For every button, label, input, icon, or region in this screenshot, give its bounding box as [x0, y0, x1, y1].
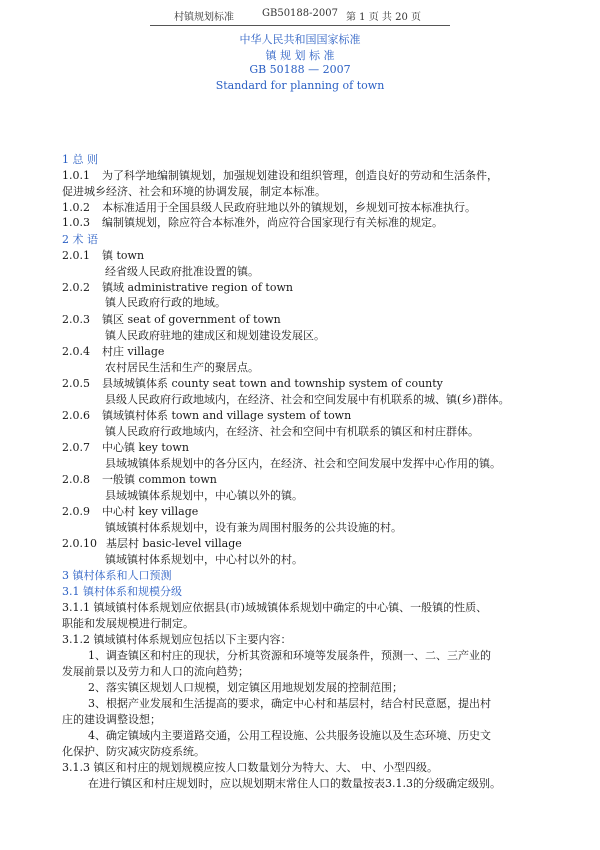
clause-text: 1、调查镇区和村庄的现状，分析其资源和环境等发展条件，预测一、二、三产业的 [88, 649, 491, 662]
clause-text: 镇域 administrative region of town [102, 281, 293, 294]
text-line [105, 457, 501, 471]
clause-number: 2.0.9 [62, 505, 90, 518]
text-line [105, 361, 259, 375]
clause-number: 2.0.2 [62, 281, 90, 294]
text-line [105, 329, 325, 343]
clause-text: 县域城镇体系 county seat town and township system of county [102, 377, 443, 390]
clause-text: 3.1.1 镇域镇村体系规划应依据县(市)域城镇体系规划中确定的中心镇、一般镇的性质、 [62, 601, 488, 614]
text-line [105, 425, 479, 439]
clause-text: 4、确定镇域内主要道路交通，公用工程设施、公共服务设施以及生态环境、历史文 [88, 729, 491, 742]
clause-text: 农村居民生活和生产的聚居点。 [105, 361, 259, 374]
text-line [62, 153, 98, 167]
text-line [62, 281, 293, 295]
clause-number: 1.0.1 [62, 169, 90, 182]
text-line [62, 409, 351, 423]
title-standard-name: 镇 规 划 标 准 [265, 49, 335, 62]
clause-text: 中心村 key village [102, 505, 199, 518]
title-standard-code: GB 50188 — 2007 [249, 63, 351, 76]
text-line [62, 169, 498, 183]
text-line [62, 713, 161, 727]
clause-text: 镇 town [102, 249, 145, 262]
clause-number: 2.0.7 [62, 441, 90, 454]
clause-number: 2.0.6 [62, 409, 90, 422]
text-line [88, 729, 491, 743]
text-line [105, 265, 259, 279]
clause-number: 2.0.5 [62, 377, 90, 390]
text-line [105, 393, 510, 407]
text-line [62, 745, 205, 759]
clause-text: 1 总 则 [62, 153, 98, 166]
text-line [62, 601, 487, 615]
text-line [62, 216, 443, 230]
text-line [62, 345, 164, 359]
title-english: Standard for planning of town [215, 79, 385, 92]
clause-number: 2.0.3 [62, 313, 90, 326]
text-line [88, 697, 491, 711]
clause-text: 促进城乡经济、社会和环境的协调发展，制定本标准。 [62, 185, 326, 198]
clause-text: 2 术 语 [62, 233, 98, 246]
clause-text: 化保护、防灾减灾防疫系统。 [62, 745, 205, 758]
clause-text: 一般镇 common town [102, 473, 217, 486]
text-line [62, 313, 281, 327]
text-line [105, 553, 303, 567]
text-line [62, 633, 291, 647]
clause-text: 3.1.2 镇域镇村体系规划应包括以下主要内容： [62, 633, 292, 646]
text-line [62, 665, 249, 679]
clause-text: 为了科学地编制镇规划，加强规划建设和组织管理，创造良好的劳动和生活条件， [102, 169, 498, 182]
clause-text: 县级人民政府行政地域内，在经济、社会和空间发展中有机联系的城、镇(乡)群体。 [105, 393, 510, 406]
clause-text: 3 镇村体系和人口预测 [62, 569, 172, 582]
text-line [105, 296, 226, 310]
text-line [62, 617, 194, 631]
clause-text: 职能和发展规模进行制定。 [62, 617, 194, 630]
text-line [105, 521, 402, 535]
text-line [62, 569, 172, 583]
text-line [62, 249, 144, 263]
text-line [88, 777, 501, 791]
clause-number: 1.0.2 [62, 201, 90, 214]
clause-text: 在进行镇区和村庄规划时，应以规划期末常住人口的数量按表3.1.3的分级确定级别。 [88, 777, 501, 790]
clause-text: 3.1 镇村体系和规模分级 [62, 585, 182, 598]
text-line [105, 489, 303, 503]
clause-number: 1.0.3 [62, 216, 90, 229]
header-code: GB50188-2007 [262, 8, 338, 19]
clause-text: 3.1.3 镇区和村庄的规划规模应按人口数量划分为特大、大、 中、小型四级。 [62, 761, 438, 774]
header-title: 村镇规划标准 [174, 12, 234, 23]
clause-text: 镇人民政府行政地域内，在经济、社会和空间中有机联系的镇区和村庄群体。 [105, 425, 479, 438]
text-line [62, 505, 198, 519]
text-line [62, 537, 242, 551]
clause-text: 镇人民政府行政的地域。 [105, 296, 226, 309]
clause-text: 基层村 basic-level village [106, 537, 242, 550]
clause-number: 2.0.1 [62, 249, 90, 262]
clause-text: 镇人民政府驻地的建成区和规划建设发展区。 [105, 329, 325, 342]
header-rule [150, 25, 450, 26]
text-line [62, 201, 476, 215]
clause-number: 2.0.10 [62, 537, 97, 550]
clause-text: 镇域镇村体系 town and village system of town [102, 409, 352, 422]
clause-number: 2.0.8 [62, 473, 90, 486]
text-line [88, 681, 403, 695]
text-line [62, 185, 326, 199]
clause-text: 经省级人民政府批准设置的镇。 [105, 265, 259, 278]
text-line [88, 649, 491, 663]
clause-text: 庄的建设调整设想； [62, 713, 161, 726]
clause-text: 村庄 village [102, 345, 165, 358]
clause-text: 发展前景以及劳力和人口的流向趋势； [62, 665, 249, 678]
clause-text: 2、落实镇区规划人口规模，划定镇区用地规划发展的控制范围； [88, 681, 403, 694]
clause-text: 中心镇 key town [102, 441, 189, 454]
text-line [62, 473, 217, 487]
clause-text: 编制镇规划，除应符合本标准外，尚应符合国家现行有关标准的规定。 [102, 216, 443, 229]
clause-number: 2.0.4 [62, 345, 90, 358]
clause-text: 3、根据产业发展和生活提高的要求，确定中心村和基层村，结合村民意愿，提出村 [88, 697, 491, 710]
title-national-standard: 中华人民共和国国家标准 [239, 33, 361, 46]
text-line [62, 233, 98, 247]
clause-text: 县域城镇体系规划中，中心镇以外的镇。 [105, 489, 303, 502]
clause-text: 本标准适用于全国县级人民政府驻地以外的镇规划，乡规划可按本标准执行。 [102, 201, 476, 214]
header-page-number: 第 1 页 共 20 页 [346, 12, 421, 23]
clause-text: 镇域镇村体系规划中，设有兼为周围村服务的公共设施的村。 [105, 521, 402, 534]
text-line [62, 377, 443, 391]
text-line [62, 441, 189, 455]
text-line [62, 585, 182, 599]
clause-text: 镇域镇村体系规划中，中心村以外的村。 [105, 553, 303, 566]
clause-text: 县域城镇体系规划中的各分区内，在经济、社会和空间发展中发挥中心作用的镇。 [105, 457, 501, 470]
text-line [62, 761, 438, 775]
clause-text: 镇区 seat of government of town [102, 313, 281, 326]
